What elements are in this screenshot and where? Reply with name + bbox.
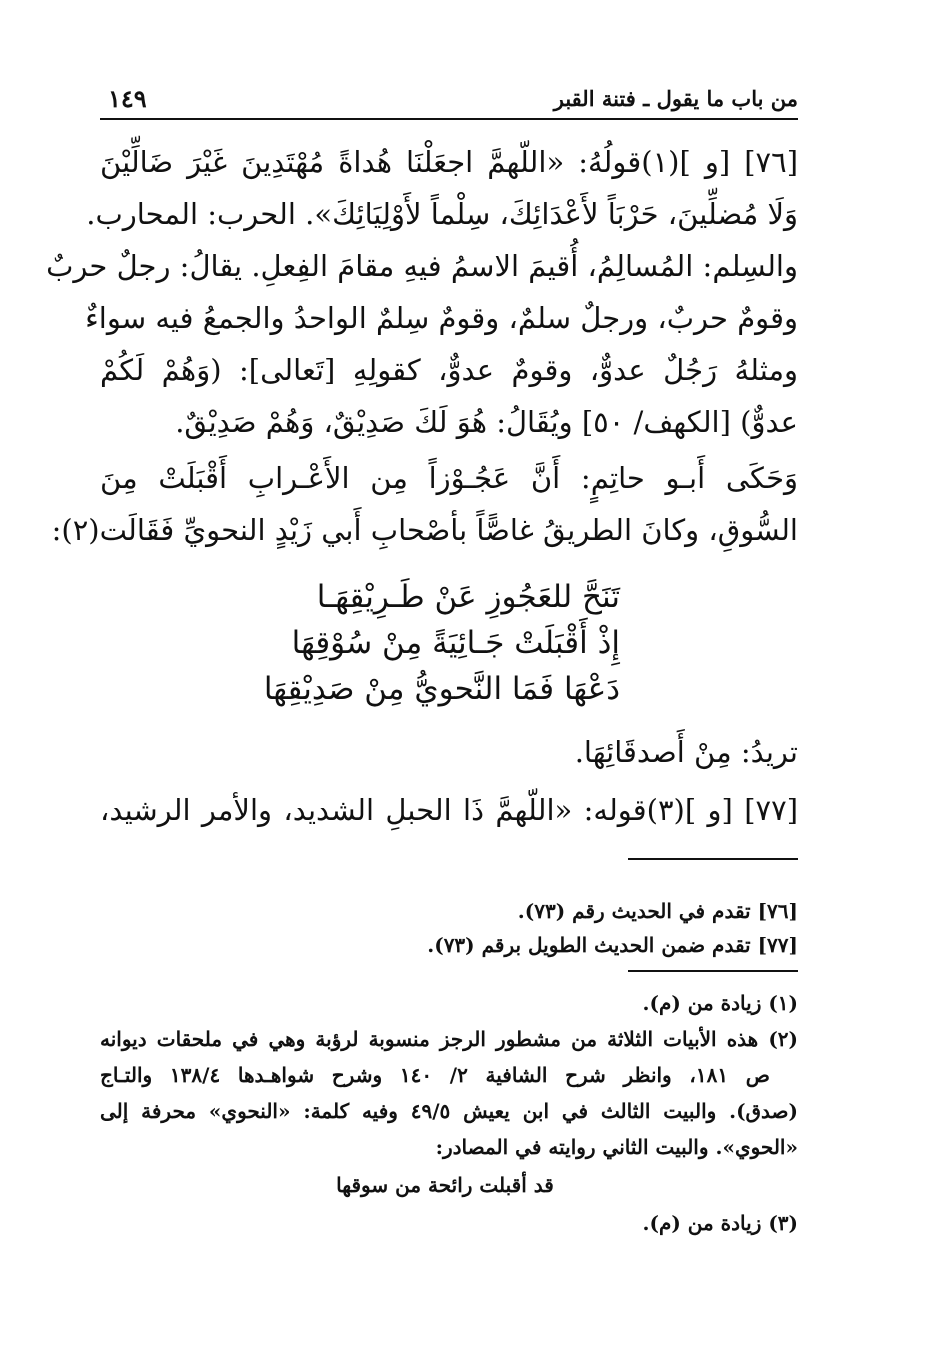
page-header	[100, 84, 798, 120]
text-line: [٧٧] [و ](٣)قوله: «اللّهمَّ ذَا الحبلِ الشديد، والأمر الرشيد،	[100, 793, 799, 827]
text-line: وَلَا مُضلِّينَ، حَرْبَاً لأَعْدَائِكَ، سِلْماً لأَوْلِيَائِكَ». الحرب: المحارب.	[86, 197, 798, 231]
takhrij-note: [٧٦] تقدم في الحديث رقم (٧٣).	[517, 899, 798, 923]
text-line: [٧٦] [و ](١)قولُهُ: «اللّهمَّ اجعَلْنَا هُداةً مُهْتَدِينَ غَيْرَ ضَالِّيْنَ	[100, 145, 799, 179]
footnote-divider	[628, 858, 798, 860]
verse-line: تَنَحَّ للعَجُوزِ عَنْ طَـرِيْقِهَـا	[316, 579, 620, 615]
text-line: وقومٌ حربٌ، ورجلٌ سلمٌ، وقومٌ سِلمٌ الواحدُ والجمعُ فيه سواءٌ	[85, 301, 798, 335]
text-line: عدوٌّ) [الكهف/ ٥٠] ويُقَالُ: هُوَ لَكَ صَدِيْقٌ، وَهُمْ صَدِيْقٌ.	[175, 405, 798, 439]
text-line: وَحَكَى أَبـو حاتِمٍ: أَنَّ عَجُـوْزاً مِن الأَعْـرابِ أَقْبَلَتْ مِنَ	[100, 461, 798, 495]
page-number: ١٤٩	[108, 84, 147, 113]
footnote: (٣) زيادة من (م).	[642, 1211, 798, 1235]
text-line: والسِلم: المُسالِمُ، أُقيمَ الاسمُ فيهِ مقامَ الفِعلِ. يقالُ: رجلٌ حربٌ	[46, 249, 798, 283]
footnote-continuation: ص ١٨١، وانظر شرح الشافية ٢/ ١٤٠ وشرح شواهـدها ١٣٨/٤ والتـاج	[100, 1063, 770, 1087]
text-line: السُّوقِ، وكانَ الطريقُ غاصًّاً بأصْحابِ أَبي زَيْدٍ النحويِّ فَقَالَت(٢):	[51, 513, 798, 547]
text-line: ومثلهُ رَجُلٌ عدوٌّ، وقومٌ عدوٌّ، كقولِهِ [تَعالى]: (وَهُمْ لَكُمْ	[100, 353, 798, 387]
verse-line: دَعْهَا فَمَا النَّحويُّ مِنْ صَدِيْقِهَا	[263, 671, 620, 707]
footnote: (١) زيادة من (م).	[642, 991, 798, 1015]
running-title: من باب ما يقول ـ فتنة القبر	[553, 86, 798, 111]
footnote-quoted-verse: قد أقبلت رائحة من سوقها	[336, 1173, 554, 1197]
footnote-divider	[628, 970, 798, 972]
verse-line: إِذْ أَقْبَلَتْ جَـائِيَةً مِنْ سُوْقِهَا	[291, 625, 620, 661]
footnote-continuation: «الحوي». والبيت الثاني روايته في المصادر:	[435, 1135, 798, 1159]
takhrij-note: [٧٧] تقدم ضمن الحديث الطويل برقم (٧٣).	[427, 933, 798, 957]
footnote: (٢) هذه الأبيات الثلاثة من مشطور الرجز منسوبة لرؤبة وهي في ملحقات ديوانه	[100, 1027, 798, 1051]
after-verse-text: تريدُ: مِنْ أَصدقَائِهَا.	[574, 735, 798, 769]
footnote-continuation: (صدق). والبيت الثالث في ابن يعيش ٤٩/٥ وفيه كلمة: «النحوي» محرفة إلى	[100, 1099, 798, 1123]
